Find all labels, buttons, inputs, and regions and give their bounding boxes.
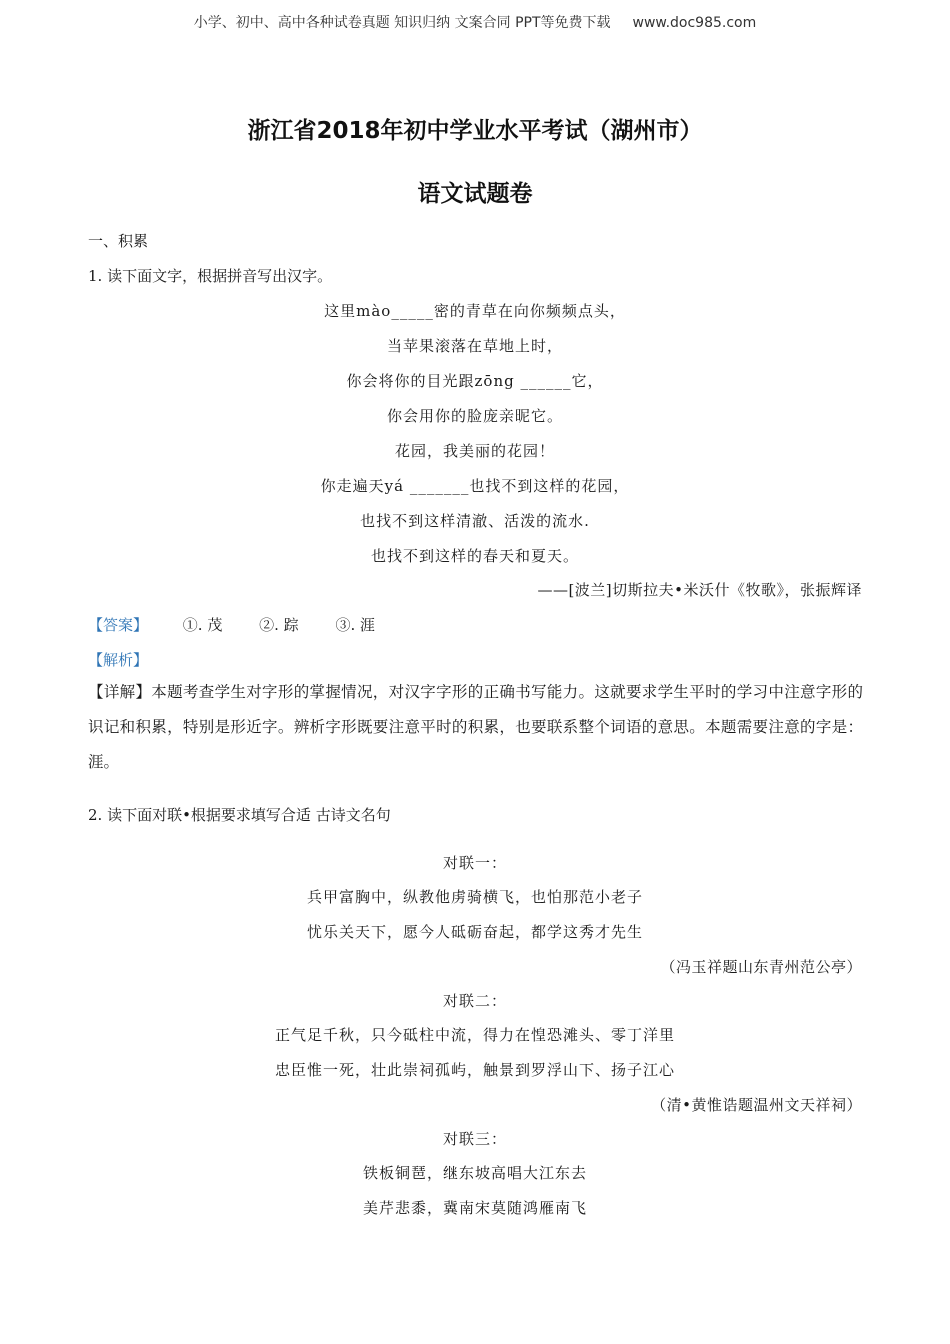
- poem-line: 花园，我美丽的花园！: [394, 442, 555, 460]
- couplet-line: 兵甲富胸中，纵教他虏骑横飞，也怕那范小老子: [306, 888, 643, 906]
- answer-item: ③. 涯: [335, 616, 375, 634]
- poem-line: 你会用你的脸庞亲昵它。: [386, 407, 563, 425]
- exam-title: 浙江省2018年初中学业水平考试（湖州市）: [247, 118, 703, 144]
- detail-text: 本题考查学生对字形的掌握情况，对汉字字形的正确书写能力。这就要求学生平时的学习中注意字形的识记和积累，特别是形近字。辨析字形既要注意平时的积累，也要联系整个词语的意思。本题需要注意的字是：涯。: [88, 683, 863, 771]
- analysis-tag: 【解析】: [88, 651, 149, 669]
- couplet-line: 正气足千秋，只今砥柱中流，得力在惶恐滩头、零丁洋里: [274, 1026, 675, 1044]
- poem-line: 也找不到这样的春天和夏天。: [370, 547, 579, 565]
- poem-line: 你会将你的目光跟zōng ______它，: [346, 372, 604, 390]
- answer-item: ②. 踪: [259, 616, 299, 634]
- header-text: 小学、初中、高中各种试卷真题 知识归纳 文案合同 PPT等免费下载: [193, 15, 611, 31]
- q2-prompt: 2. 读下面对联•根据要求填写合适 古诗文名句: [88, 806, 391, 824]
- couplet-line: 忧乐关天下，愿今人砥砺奋起，都学这秀才先生: [306, 923, 643, 941]
- couplet-label: 对联三：: [442, 1130, 507, 1148]
- couplet-line: 忠臣惟一死，壮此崇祠孤屿，触景到罗浮山下、扬子江心: [274, 1061, 675, 1079]
- poem-attribution: ——[波兰]切斯拉夫•米沃什《牧歌》，张振辉译: [537, 581, 862, 599]
- couplet-source: （清•黄惟诰题温州文天祥祠）: [651, 1096, 862, 1114]
- answer-tag: 【答案】: [88, 616, 149, 634]
- poem-line: 当苹果滚落在草地上时，: [386, 337, 563, 355]
- answer-row: [88, 614, 375, 635]
- detail-paragraph: [88, 675, 863, 780]
- section-heading: 一、积累: [88, 232, 149, 250]
- couplet-label: 对联一：: [442, 854, 507, 872]
- poem-line: 这里màо_____密的青草在向你频频点头，: [324, 302, 626, 320]
- poem-line: 你走遍天yá _______也找不到这样的花园，: [320, 477, 630, 495]
- couplet-label: 对联二：: [442, 992, 507, 1010]
- poem-line: 也找不到这样清澈、活泼的流水.: [360, 512, 590, 530]
- page-header: [0, 12, 950, 32]
- couplet-line: 铁板铜琶，继东坡高唱大江东去: [362, 1164, 587, 1182]
- q1-prompt: 1. 读下面文字，根据拼音写出汉字。: [88, 267, 333, 285]
- header-site-link[interactable]: www.doc985.com: [632, 15, 757, 31]
- couplet-line: 美芹悲黍，冀南宋莫随鸿雁南飞: [362, 1199, 587, 1217]
- exam-subtitle: 语文试题卷: [417, 181, 533, 207]
- couplet-source: （冯玉祥题山东青州范公亭）: [660, 958, 862, 976]
- detail-tag: 【详解】: [88, 683, 152, 701]
- answer-item: ①. 茂: [182, 616, 223, 634]
